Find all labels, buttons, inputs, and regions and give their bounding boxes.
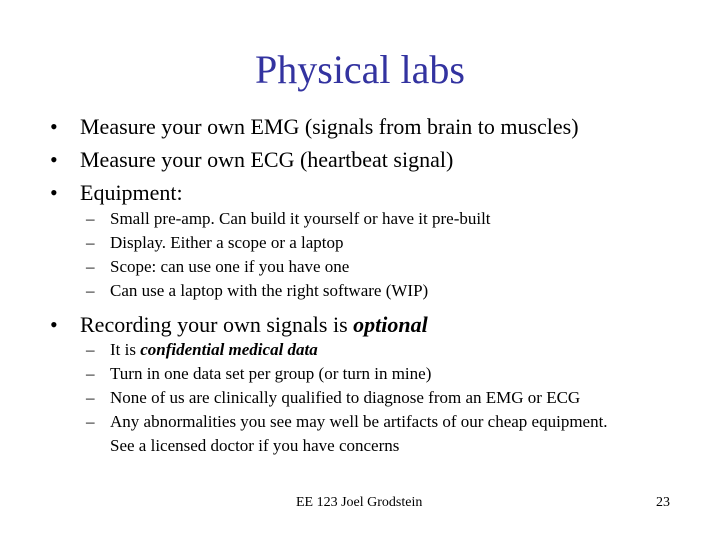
- sub-item-abnormalities: [86, 410, 608, 434]
- dash-icon: –: [86, 257, 95, 276]
- sub-item-text: Small pre-amp. Can build it yourself or have it pre-built: [110, 209, 491, 228]
- sub-item-continuation: See a licensed doctor if you have concerns: [110, 436, 400, 455]
- sub-item-confidential: [86, 338, 318, 362]
- dash-icon: –: [86, 340, 95, 359]
- bullet-icon: •: [50, 180, 58, 205]
- bullet-text: Measure your own ECG (heartbeat signal): [80, 147, 454, 172]
- emphasis-text: confidential medical data: [140, 340, 318, 359]
- dash-icon: –: [86, 209, 95, 228]
- bullet-text: Measure your own EMG (signals from brain to muscles): [80, 114, 579, 139]
- sub-item-text: Can use a laptop with the right software (WIP): [110, 281, 429, 300]
- bullet-item-emg: [50, 114, 579, 140]
- dash-icon: –: [86, 364, 95, 383]
- sub-item-preamp: [86, 207, 491, 231]
- dash-icon: –: [86, 412, 95, 431]
- sub-item-text: Turn in one data set per group (or turn in mine): [110, 364, 432, 383]
- bullet-item-ecg: [50, 147, 453, 173]
- sub-item-scope: [86, 255, 349, 279]
- sub-item-text: Any abnormalities you see may well be artifacts of our cheap equipment.: [110, 412, 608, 431]
- sub-item-text: Scope: can use one if you have one: [110, 257, 350, 276]
- sub-item-text: It is: [110, 340, 141, 359]
- sub-item-not-qualified: [86, 386, 580, 410]
- footer-text: EE 123 Joel Grodstein: [296, 495, 423, 510]
- bullet-item-recording: [50, 312, 428, 338]
- sub-item-display: [86, 231, 344, 255]
- dash-icon: –: [86, 233, 95, 252]
- bullet-item-equipment: [50, 180, 183, 206]
- dash-icon: –: [86, 388, 95, 407]
- bullet-text: Equipment:: [80, 180, 183, 205]
- bullet-icon: •: [50, 147, 58, 172]
- slide-title: Physical labs: [255, 47, 465, 92]
- bullet-text: Recording your own signals is: [80, 312, 354, 337]
- emphasis-text: optional: [353, 312, 428, 337]
- sub-item-laptop: [86, 279, 428, 303]
- sub-item-text: None of us are clinically qualified to diagnose from an EMG or ECG: [110, 388, 581, 407]
- bullet-icon: •: [50, 312, 58, 337]
- bullet-icon: •: [50, 114, 58, 139]
- sub-item-text: Display. Either a scope or a laptop: [110, 233, 344, 252]
- page-number: 23: [656, 495, 670, 510]
- sub-item-turn-in: [86, 362, 431, 386]
- dash-icon: –: [86, 281, 95, 300]
